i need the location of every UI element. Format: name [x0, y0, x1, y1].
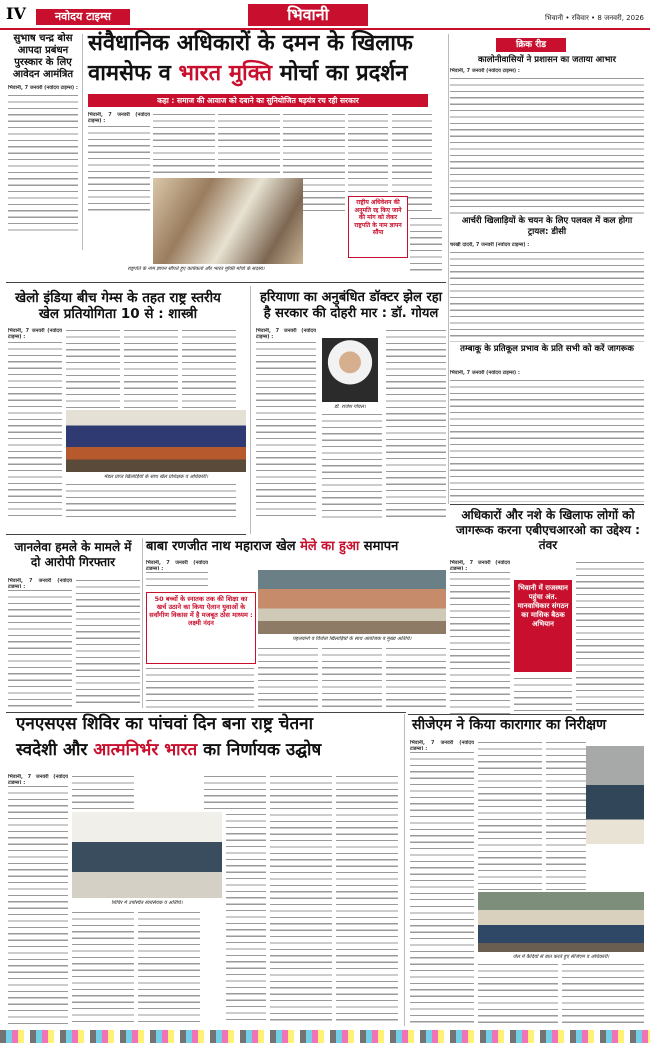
left-brief-dateline: भिवानी, 7 जनवरी (नवोदय टाइम्स) : [8, 85, 78, 91]
lead-headline-line1: संवैधानिक अधिकारों के दमन के खिलाफ [88, 31, 413, 56]
nss-dateline: भिवानी, 7 जनवरी (नवोदय [8, 774, 68, 780]
lead-headline-part-b: भारत मुक्ति [178, 61, 273, 86]
nss-photo [72, 812, 222, 898]
lead-dateline: भिवानी, 7 जनवरी (नवोदय टाइम्स) : [88, 112, 150, 125]
khelo-dateline: भिवानी, 7 जनवरी (नवोदय टाइम्स) : [8, 328, 62, 341]
tobacco-dateline: भिवानी, 7 जनवरी (नवोदय टाइम्स) : [450, 370, 520, 376]
mela-callout-text: 50 बच्चों के स्नातक तक की शिक्षा का खर्च उठाने का किया ऐलान युवाओं के सर्वांगीण विकास में है मजबूत ठोस माध्यम : लक्ष्मी नंदन [149, 595, 253, 627]
lead-strap: कहा : समाज की आवाज को दबाने का सुनियोजित षड़यंत्र रच रही सरकार [88, 94, 428, 107]
mela-callout [146, 592, 256, 664]
mela-headline [146, 540, 446, 554]
nss-headline-part-c: का निर्णायक उद्घोष [197, 740, 322, 760]
nss-headline-line2 [16, 742, 406, 760]
jaanleva-dateline: भिवानी, 7 जनवरी (नवोदय [8, 578, 72, 584]
cjm-photo [586, 746, 644, 844]
cjm-photo-2 [478, 892, 644, 952]
cjm-dateline: भिवानी, 7 जनवरी (नवोदय [410, 740, 474, 746]
khelo-photo [66, 410, 246, 472]
paper-name-logo: नवोदय टाइम्स [36, 9, 130, 25]
khelo-headline: खेलो इंडिया बीच गेम्स के तहत राष्ट्र स्तरीय खेल प्रतियोगिता 10 से : शास्त्री [15, 290, 221, 322]
rights-dateline: भिवानी, 7 जनवरी (नवोदय [450, 560, 510, 566]
page-number: IV [6, 4, 26, 23]
nss-headline-part-a: स्वदेशी और [16, 740, 94, 760]
cjm-photo-caption: जेल में कैदियों से बात करते हुए सीजेएम व अधिकारी। [512, 954, 610, 960]
tobacco-title: तम्बाकू के प्रतिकूल प्रभाव के प्रति सभी को करें जागरूक [460, 344, 634, 354]
mela-headline-part2: मेले का हुआ [300, 539, 360, 554]
date-line: भिवानी • रविवार • 8 जनवरी, 2026 [544, 14, 644, 22]
mela-dateline: भिवानी, 7 जनवरी (नवोदय [146, 560, 208, 566]
lead-headline-part-a: वामसेफ व [88, 61, 179, 86]
left-brief-title: सुभाष चन्द्र बोस आपदा प्रबंधन पुरस्कार के लिए आवेदन आमंत्रित [12, 33, 74, 80]
lead-photo-caption: राष्ट्रपति के नाम ज्ञापन सौंपते हुए कार्यकर्ता और भारत मुक्ति मोर्चा के सदस्य। [127, 266, 265, 272]
left-brief [8, 33, 78, 248]
doctor-photo-caption: डॉ. राजेश गोयल। [334, 404, 366, 410]
nss-headline-part-b: आत्मनिर्भर भारत [93, 740, 198, 760]
lead-callout [348, 196, 408, 258]
rights-callout [514, 580, 572, 672]
archery-dateline: चरखी दादरी, 7 जनवरी (नवोदय टाइम्स) : [450, 242, 530, 248]
mela-photo [258, 570, 446, 634]
rights-callout-text: भिवानी में राजस्थान पहुंचा अंत. मानवाधिकार संगठन का मासिक बैठक अभियान [517, 584, 569, 628]
lead-callout-text: राष्ट्रीय अधिवेशन की अनुमति रद्द किए जाने की मांग को लेकर राष्ट्रपति के नाम ज्ञापन सौंपा [354, 199, 402, 236]
cjm-headline: सीजेएम ने किया कारागार का निरीक्षण [412, 717, 607, 733]
nss-photo-caption: शिविर में उपस्थित स्वयंसेवक व अतिथि। [111, 900, 183, 906]
nss-headline-line1: एनएसएस शिविर का पांचवां दिन बना राष्ट्र चेतना [16, 714, 314, 734]
mela-headline-part1: बाबा रणजीत नाथ महाराज खेल [146, 539, 301, 554]
section-title: भिवानी [248, 4, 368, 26]
khelo-photo-caption: मेडल प्राप्त खिलाड़ियों के साथ खेल प्रशिक्षक व अधिकारी। [103, 474, 209, 480]
mela-photo-caption: पहलवानों व विजेता खिलाड़ियों के साथ आयोजक व मुख्य अतिथि। [292, 636, 412, 642]
rights-headline: अधिकारों और नशे के खिलाफ लोगों को जागरूक करना एबीएचआरओ का उद्देश्य : तंवर [456, 508, 640, 552]
lead-photo [153, 178, 303, 264]
cricket-dateline: भिवानी, 7 जनवरी (नवोदय टाइम्स) : [450, 68, 520, 74]
jaanleva-headline: जानलेवा हमले के मामले में दो आरोपी गिरफ्तार [14, 540, 132, 569]
print-registration-bar [0, 1030, 650, 1043]
doctor-photo [322, 338, 378, 402]
mela-headline-part3: समापन [359, 539, 399, 554]
masthead [0, 0, 650, 30]
cricket-label: क्रिक रीड [496, 38, 566, 52]
lead-headline-part-c: मोर्चा का प्रदर्शन [272, 61, 408, 86]
doctor-headline: हरियाणा का अनुबंधित डॉक्टर झेल रहा है सरकार की दोहरी मार : डॉ. गोयल [259, 290, 443, 321]
cricket-title: कालोनीवासियों ने प्रशासन का जताया आभार [478, 55, 616, 65]
archery-title: आर्चरी खिलाड़ियों के चयन के लिए पलवल में कल होगा ट्रायल: डीसी [461, 216, 633, 237]
doctor-dateline: भिवानी, 7 जनवरी (नवोदय टाइम्स) : [256, 328, 316, 341]
lead-headline-line2 [88, 62, 428, 85]
